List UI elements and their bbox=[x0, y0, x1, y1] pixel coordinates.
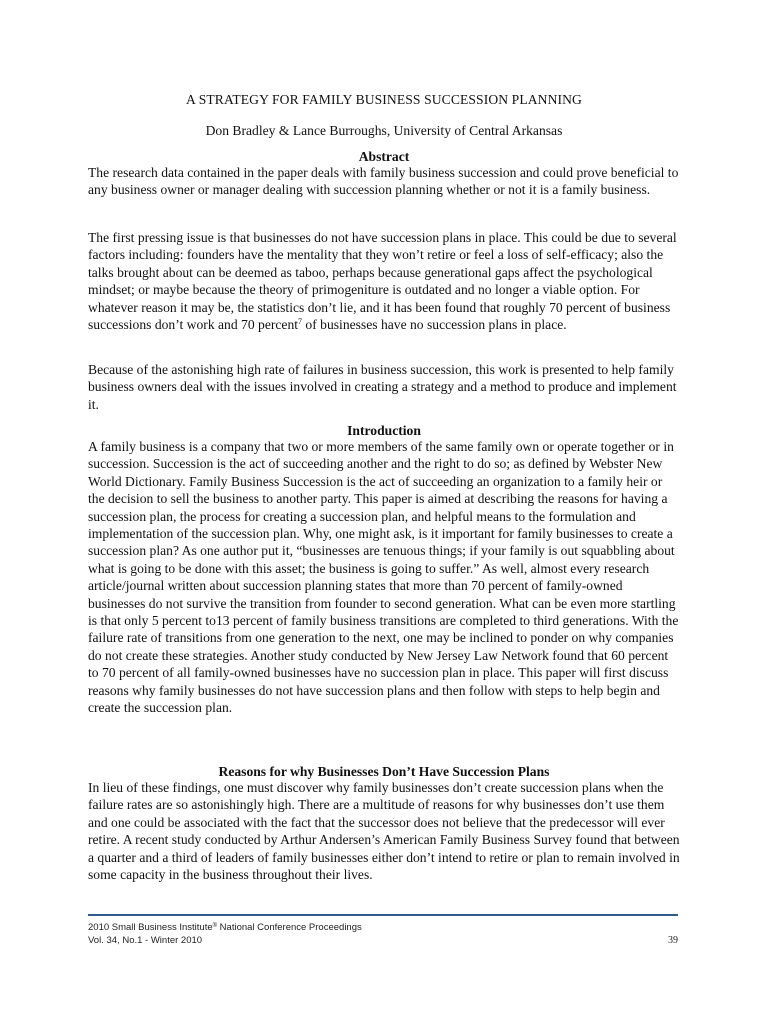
abstract-paragraph-2-text: The first pressing issue is that businesses do not have succession plans in place. This could be due to several factors including: founders have the mentality that they won’t retire or feel a loss of self-efficacy; also the talks brought about can be deemed as taboo, perhaps because generational gaps affect the psychological mindset; or maybe because the theory of primogeniture is outdated and no longer a viable option. For whatever reason it may be, the statistics don’t lie, and it has been found that roughly 70 percent of business successions don’t work and 70 percent bbox=[88, 230, 677, 333]
abstract-heading: Abstract bbox=[358, 149, 410, 164]
introduction-heading: Introduction bbox=[347, 423, 421, 438]
abstract-paragraph-2 bbox=[88, 229, 680, 333]
footer-conference-name: 2010 Small Business Institute bbox=[88, 922, 213, 933]
paper-title: A STRATEGY FOR FAMILY BUSINESS SUCCESSION PLANNING bbox=[186, 92, 582, 107]
introduction-paragraph: A family business is a company that two or more members of the same family own or operate together or in succession. Succession is the act of succeeding another and the right to do so; as defined by Webster New World Dictionary. Family Business Succession is the act of succeeding an organization to a family heir or the decision to sell the business to another party. This paper is aimed at describing the reasons for having a succession plan, the process for creating a succession plan, and helpful means to the formulation and implementation of the succession plan. Why, one might ask, is it important for family businesses to create a succession plan? As one author put it, “businesses are tenuous things; if your family is out squabbling about what is going to be done with this asset; the business is going to suffer.” As well, almost every research article/journal written about succession planning states that more than 70 percent of family-owned businesses do not survive the transition from founder to second generation. What can be even more startling is that only 5 percent to13 percent of family business transitions are completed to third generations. With the failure rate of transitions from one generation to the next, one may be inclined to ponder on why companies do not create these strategies. Another study conducted by New Jersey Law Network found that 60 percent to 70 percent of all family-owned businesses have no succession plan in place. This paper will first discuss reasons why family businesses do not have succession plans and then follow with steps to help begin and create the succession plan. bbox=[88, 439, 679, 716]
reasons-paragraph: In lieu of these findings, one must discover why family businesses don’t create succession plans when the failure rates are so astonishingly high. There are a multitude of reasons for why businesses don’t use them and one could be associated with the fact that the successor does not believe that the predecessor will ever retire. A recent study conducted by Arthur Andersen’s American Family Business Survey found that between a quarter and a third of leaders of family businesses either don’t intend to retire or plan to remain involved in some capacity in the business throughout their lives. bbox=[88, 780, 680, 883]
abstract-paragraph-1: The research data contained in the paper deals with family business succession and could prove beneficial to any business owner or manager dealing with succession planning whether or not it is a family business. bbox=[88, 165, 679, 198]
page-number: 39 bbox=[668, 935, 678, 946]
footer-line-1 bbox=[88, 922, 678, 934]
footer-volume: Vol. 34, No.1 - Winter 2010 bbox=[88, 935, 203, 946]
footnote-marker: 7 bbox=[298, 317, 303, 327]
abstract-paragraph-3: Because of the astonishing high rate of failures in business succession, this work is presented to help family business owners deal with the issues involved in creating a strategy and a method to produce and implement it. bbox=[88, 362, 677, 412]
reasons-heading: Reasons for why Businesses Don’t Have Succession Plans bbox=[218, 764, 550, 779]
registered-mark: ® bbox=[212, 923, 218, 929]
footer-conference-suffix: National Conference Proceedings bbox=[217, 922, 362, 933]
abstract-paragraph-2-tail: of businesses have no succession plans in place. bbox=[302, 317, 567, 333]
footer-line-2 bbox=[88, 935, 678, 947]
footer-divider bbox=[88, 914, 678, 916]
paper-authors: Don Bradley & Lance Burroughs, University of Central Arkansas bbox=[205, 123, 563, 138]
